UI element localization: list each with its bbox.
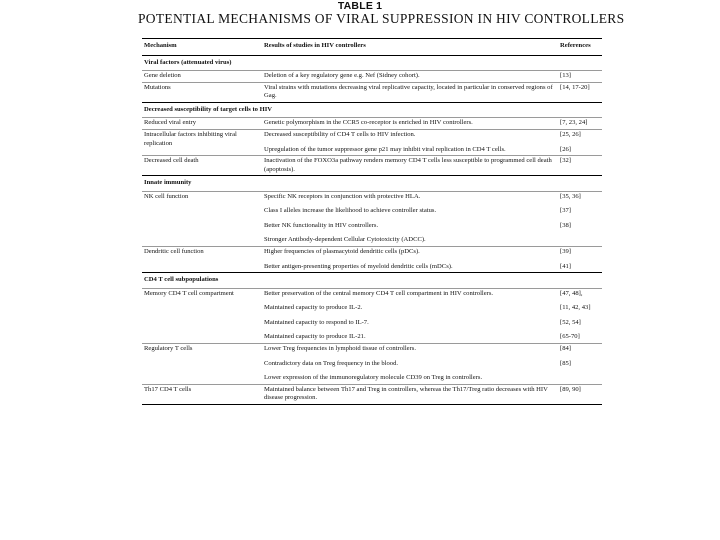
result-cell: Decreased susceptibility of CD4 T cells to HIV infection.: [262, 129, 558, 140]
mechanism-cell: Intracellular factors inhibiting viral replication: [142, 129, 262, 155]
header-results: Results of studies in HIV controllers: [262, 39, 558, 56]
section-title: Innate immunity: [142, 176, 602, 192]
reference-cell: [11, 42, 43]: [560, 304, 591, 312]
reference-cell: [52, 54]: [560, 318, 581, 326]
table-row: [142, 384, 602, 404]
result-cell: Better preservation of the central memory CD4 T cell compartment in HIV controllers.: [262, 288, 558, 299]
reference-cell: [558, 231, 602, 246]
result-cell: Contradictory data on Treg frequency in the blood.: [264, 359, 399, 367]
mechanism-cell: NK cell function: [142, 191, 262, 246]
reference-cell: [25, 26]: [558, 129, 602, 140]
result-cell: Genetic polymorphism in the CCR5 co-receptor is enriched in HIV controllers.: [262, 118, 558, 130]
result-cell: Higher frequencies of plasmacytoid dendritic cells (pDCs).: [262, 247, 558, 258]
table-body: [142, 55, 602, 404]
result-cell: Specific NK receptors in conjunction with protective HLA.: [262, 191, 558, 202]
header-mechanism: Mechanism: [142, 39, 262, 56]
table-header-row: [142, 39, 602, 56]
result-cell: Better NK functionality in HIV controllers.: [264, 221, 379, 229]
result-cell: Better antigen-presenting properties of myeloid dendritic cells (mDCs).: [264, 262, 453, 270]
header-references: References: [558, 39, 602, 56]
mechanism-cell: Memory CD4 T cell compartment: [142, 288, 262, 343]
reference-cell: [558, 369, 602, 384]
mechanism-cell: Reduced viral entry: [142, 118, 262, 130]
table-row: [142, 343, 602, 354]
table-row: [142, 191, 602, 202]
mechanism-cell: Th17 CD4 T cells: [142, 384, 262, 404]
result-cell: Viral strains with mutations decreasing viral replicative capacity, located in particular in conserved regions of Gag.: [262, 82, 558, 102]
reference-cell: [89, 90]: [558, 384, 602, 404]
reference-cell: [85]: [560, 359, 571, 367]
table-label: TABLE 1: [337, 0, 383, 12]
mechanism-cell: Decreased cell death: [142, 156, 262, 176]
result-cell: Upregulation of the tumor suppressor gene p21 may inhibit viral replication in CD4 T cells.: [264, 145, 506, 153]
table-row: [142, 156, 602, 176]
reference-cell: [13]: [558, 71, 602, 83]
result-cell: Maintained balance between Th17 and Treg in controllers, whereas the Th17/Treg ratio decreases with HIV disease progression.: [262, 384, 558, 404]
table-row: [142, 118, 602, 130]
reference-cell: [65-70]: [560, 333, 580, 341]
result-cell: Class I alleles increase the likelihood to achieve controller status.: [264, 207, 437, 215]
table-row: [142, 82, 602, 102]
mechanisms-table: [142, 38, 602, 405]
result-cell: Maintained capacity to produce IL-2.: [264, 304, 363, 312]
result-cell: Maintained capacity to produce IL-21.: [264, 333, 366, 341]
reference-cell: [32]: [558, 156, 602, 176]
reference-cell: [7, 23, 24]: [558, 118, 602, 130]
mechanism-cell: Dendritic cell function: [142, 247, 262, 273]
reference-cell: [37]: [560, 207, 571, 215]
result-cell: Maintained capacity to respond to IL-7.: [264, 318, 369, 326]
reference-cell: [14, 17-20]: [558, 82, 602, 102]
result-cell: Lower expression of the immunoregulatory molecule CD39 on Treg in controllers.: [264, 374, 483, 382]
reference-cell: [38]: [560, 221, 571, 229]
table-row: [142, 288, 602, 299]
section-title: CD4 T cell subpopulations: [142, 273, 602, 289]
reference-cell: [84]: [558, 343, 602, 354]
mechanism-cell: Regulatory T cells: [142, 343, 262, 384]
mechanism-cell: Mutations: [142, 82, 262, 102]
section-row: [142, 102, 602, 118]
section-row: [142, 273, 602, 289]
table-title: POTENTIAL MECHANISMS OF VIRAL SUPPRESSION IN HIV CONTROLLERS: [138, 11, 625, 26]
result-cell: Deletion of a key regulatory gene e.g. Nef (Sidney cohort).: [262, 71, 558, 83]
result-cell: Stronger Antibody-dependent Cellular Cytotoxicity (ADCC).: [264, 236, 426, 244]
table-row: [142, 71, 602, 83]
mechanism-cell: Gene deletion: [142, 71, 262, 83]
reference-cell: [26]: [560, 145, 571, 153]
reference-cell: [39]: [558, 247, 602, 258]
reference-cell: [47, 48],: [558, 288, 602, 299]
section-title: Viral factors (attenuated virus): [144, 58, 232, 66]
reference-cell: [41]: [560, 262, 571, 270]
table-row: [142, 129, 602, 140]
section-row: [142, 55, 602, 71]
result-cell: Lower Treg frequencies in lymphoid tissue of controllers.: [262, 343, 558, 354]
result-cell: Inactivation of the FOXO3a pathway renders memory CD4 T cells less susceptible to programmed cell death (apoptosis).: [262, 156, 558, 176]
section-title: Decreased susceptibility of target cells to HIV: [142, 102, 602, 118]
reference-cell: [35, 36]: [558, 191, 602, 202]
section-row: [142, 176, 602, 192]
table-row: [142, 247, 602, 258]
